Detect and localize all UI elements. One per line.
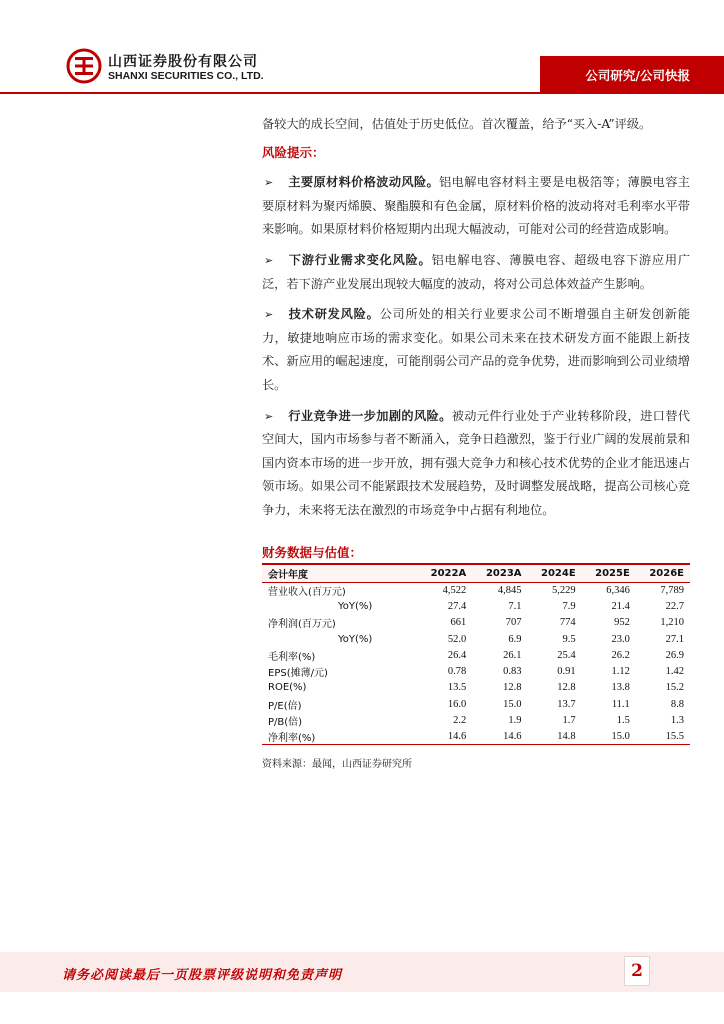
- risk-item-text: 被动元件行业处于产业转移阶段，进口替代空间大，国内市场参与者不断涌入，竞争日趋激烈，鉴于行业广阔的发展前景和国内资本市场的进一步开放，拥有强大竞争力和核心技术优势的企业才能迅速占领市场。如果公司不能紧跟技术发展趋势，及时调整发展战略，提高公司核心竞争力，未来将无法在激烈的市场竞争中占据有利地位。: [262, 408, 690, 517]
- table-cell: 8.8: [670, 698, 684, 710]
- row-label: EPS(摊薄/元): [268, 668, 328, 680]
- data-source-note: 资料来源：最闻，山西证券研究所: [262, 759, 412, 770]
- table-cell: 25.4: [557, 649, 576, 661]
- table-row: [262, 680, 690, 696]
- table-cell: 7,789: [660, 584, 684, 596]
- table-cell: 12.8: [557, 682, 576, 694]
- risk-item-text: 铝电解电容、薄膜电容、超级电容下游应用广泛，若下游产业发展出现较大幅度的波动，将对公司总体效益产生影响。: [262, 252, 691, 291]
- table-cell: 26.4: [447, 649, 467, 661]
- financials-title: 财务数据与估值：: [262, 545, 363, 560]
- column-header: 2025E: [582, 564, 636, 582]
- page-number: 2: [624, 956, 650, 986]
- table-cell: 0.78: [447, 666, 467, 678]
- table-row: [262, 647, 690, 663]
- table-cell: 21.4: [611, 600, 630, 612]
- table-cell: 7.1: [508, 600, 522, 612]
- risk-item-title: 技术研发风险。: [288, 307, 380, 322]
- risk-item-title: 下游行业需求变化风险。: [288, 252, 432, 267]
- table-cell: 774: [559, 617, 576, 629]
- table-cell: 11.1: [611, 698, 630, 710]
- table-header-row: [262, 564, 690, 582]
- header-divider: [0, 92, 724, 94]
- table-cell: 4,845: [497, 584, 522, 596]
- table-cell: 1.7: [562, 715, 576, 727]
- table-cell: 27.4: [447, 600, 467, 612]
- table-cell: 1,210: [660, 617, 684, 629]
- table-cell: 15.2: [665, 682, 684, 694]
- table-cell: 13.5: [447, 682, 467, 694]
- row-label: 毛利率(%): [268, 651, 316, 663]
- bullet-arrow-icon: ➢: [264, 409, 274, 423]
- table-cell: 13.7: [557, 698, 576, 710]
- table-cell: 13.8: [611, 682, 630, 694]
- risk-item: [262, 171, 690, 242]
- table-row: [262, 663, 690, 679]
- table-cell: 15.0: [582, 729, 636, 745]
- table-cell: 1.12: [611, 666, 630, 678]
- table-cell: 6,346: [606, 584, 630, 596]
- table-cell: 661: [450, 617, 467, 629]
- table-cell: 14.6: [417, 729, 472, 745]
- table-cell: 1.42: [665, 666, 684, 678]
- row-label: 净利润(百万元): [268, 619, 336, 631]
- table-cell: 1.3: [670, 715, 684, 727]
- risk-item: [262, 405, 690, 523]
- table-cell: 1.9: [508, 715, 522, 727]
- column-header: 会计年度: [262, 564, 417, 582]
- table-cell: 26.9: [665, 649, 684, 661]
- row-label: P/B(倍): [268, 717, 303, 729]
- column-header: 2022A: [417, 564, 472, 582]
- column-header: 2024E: [528, 564, 582, 582]
- table-cell: 16.0: [447, 698, 467, 710]
- row-label: P/E(倍): [268, 700, 302, 712]
- table-cell: 2.2: [453, 715, 467, 727]
- table-cell: 1.5: [616, 715, 630, 727]
- table-row: [262, 631, 690, 647]
- risk-item: [262, 249, 690, 296]
- row-label: 净利率(%): [262, 729, 417, 745]
- table-cell: 6.9: [508, 633, 522, 645]
- report-body: [262, 113, 690, 523]
- table-cell: 27.1: [665, 633, 684, 645]
- table-cell: 15.5: [636, 729, 690, 745]
- table-cell: 0.83: [503, 666, 522, 678]
- risk-item-text: 公司所处的相关行业要求公司不断增强自主研发创新能力，敏捷地响应市场的需求变化。如果公司未来在技术研发方面不能跟上新技术、新应用的崛起速度，可能削弱公司产品的竞争优势，进而影响到公司业绩增长。: [262, 307, 691, 392]
- risk-item-text: 铝电解电容材料主要是电极箔等；薄膜电容主要原材料为聚丙烯膜、聚酯膜和有色金属，原材料价格的波动将对毛利率水平带来影响。如果原材料价格短期内出现大幅波动，可能对公司的经营造成影响。: [262, 175, 690, 237]
- risk-item: [262, 303, 690, 397]
- table-row: [262, 696, 690, 712]
- page-header: [0, 0, 724, 100]
- company-logo: [66, 48, 276, 88]
- table-cell: 4,522: [442, 584, 467, 596]
- table-cell: 52.0: [447, 633, 467, 645]
- intro-paragraph: 备较大的成长空间，估值处于历史低位。首次覆盖，给予“买入-A”评级。: [262, 117, 652, 131]
- risk-section-title: 风险提示：: [262, 144, 325, 160]
- table-cell: 12.8: [503, 682, 522, 694]
- section-tag: 公司研究/公司快报: [585, 68, 690, 83]
- bullet-arrow-icon: ➢: [264, 253, 274, 267]
- company-name-cn: 山西证券股份有限公司: [108, 54, 258, 70]
- risk-item-title: 主要原材料价格波动风险。: [288, 175, 440, 190]
- table-cell: 23.0: [611, 633, 630, 645]
- table-row: [262, 582, 690, 598]
- column-header: 2023A: [472, 564, 527, 582]
- table-cell: 22.7: [665, 600, 684, 612]
- row-label: YoY(%): [338, 633, 373, 645]
- table-cell: 15.0: [503, 698, 522, 710]
- table-cell: 14.6: [472, 729, 527, 745]
- page-footer: [0, 952, 724, 992]
- table-row: [262, 598, 690, 614]
- table-cell: 26.2: [611, 649, 630, 661]
- table-cell: 9.5: [562, 633, 576, 645]
- disclaimer-notice: 请务必阅读最后一页股票评级说明和免责声明: [62, 968, 343, 983]
- risk-item-title: 行业竞争进一步加剧的风险。: [288, 408, 452, 423]
- financials-table: [262, 563, 690, 745]
- bullet-arrow-icon: ➢: [264, 176, 274, 190]
- table-cell: 26.1: [503, 649, 522, 661]
- company-name-en: SHANXI SECURITIES CO., LTD.: [108, 70, 264, 82]
- table-cell: 14.8: [528, 729, 582, 745]
- row-label: ROE(%): [268, 682, 307, 694]
- row-label: 营业收入(百万元): [268, 586, 346, 598]
- company-logo-icon: [66, 48, 102, 84]
- row-label: YoY(%): [338, 600, 373, 612]
- bullet-arrow-icon: ➢: [264, 308, 274, 322]
- table-row: [262, 729, 690, 745]
- table-cell: 707: [505, 617, 522, 629]
- table-cell: 0.91: [557, 666, 576, 678]
- column-header: 2026E: [636, 564, 690, 582]
- table-cell: 952: [614, 617, 630, 629]
- table-cell: 5,229: [552, 584, 576, 596]
- table-row: [262, 615, 690, 631]
- table-row: [262, 712, 690, 728]
- table-cell: 7.9: [562, 600, 576, 612]
